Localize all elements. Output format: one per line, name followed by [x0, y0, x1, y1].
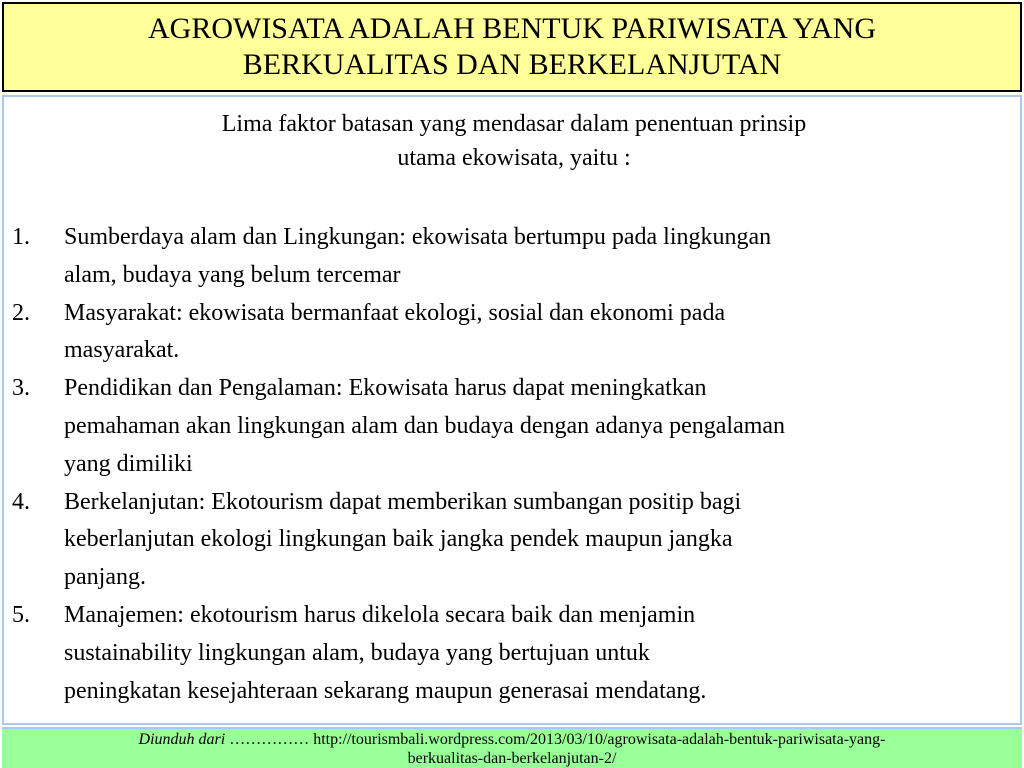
- factor-line: peningkatan kesejahteraan sekarang maupun generasai mendatang.: [64, 677, 707, 704]
- slide-title: [2, 2, 1022, 92]
- factor-number: 2.: [12, 299, 30, 326]
- factor-item-sumberdaya: [12, 219, 1022, 295]
- factor-item-manajemen: [12, 597, 1022, 710]
- factor-line: Manajemen: ekotourism harus dikelola secara baik dan menjamin: [64, 601, 696, 628]
- factor-number: 3.: [12, 375, 30, 402]
- factor-line: Berkelanjutan: Ekotourism dapat memberikan sumbangan positip bagi: [64, 488, 742, 515]
- factor-line: panjang.: [64, 564, 146, 591]
- factor-number: 1.: [12, 224, 30, 250]
- slide-title-line-1: AGROWISATA ADALAH BENTUK PARIWISATA YANG: [148, 12, 876, 45]
- factor-line: Sumberdaya alam dan Lingkungan: ekowisata bertumpu pada lingkungan: [64, 224, 772, 250]
- factor-text: [64, 484, 1022, 597]
- factor-line: sustainability lingkungan alam, budaya yang bertujuan untuk: [64, 639, 650, 666]
- source-dots: ……………: [225, 731, 314, 748]
- factor-line: masyarakat.: [64, 337, 180, 364]
- factor-number: 5.: [12, 601, 30, 628]
- source-url-part-1[interactable]: http://tourismbali.wordpress.com/2013/03/10/agrowisata-adalah-bentuk-pariwisata-yang-: [313, 731, 886, 748]
- factor-item-pendidikan: [12, 370, 1022, 483]
- intro-text: [4, 107, 1024, 175]
- factor-line: Pendidikan dan Pengalaman: Ekowisata harus dapat meningkatkan: [64, 375, 707, 402]
- factor-list: [12, 219, 1022, 710]
- factor-text: [64, 597, 1022, 710]
- content-panel: [2, 95, 1022, 725]
- factor-line: alam, budaya yang belum tercemar: [64, 261, 401, 288]
- factor-text: [64, 219, 1022, 295]
- factor-text: [64, 370, 1022, 483]
- factor-line: pemahaman akan lingkungan alam dan budaya dengan adanya pengalaman: [64, 412, 786, 439]
- intro-line-2: utama ekowisata, yaitu :: [397, 145, 631, 171]
- factor-line: keberlanjutan ekologi lingkungan baik jangka pendek maupun jangka: [64, 526, 733, 553]
- source-footer: [2, 727, 1022, 768]
- factor-number: 4.: [12, 488, 30, 515]
- intro-line-1: Lima faktor batasan yang mendasar dalam penentuan prinsip: [221, 111, 807, 137]
- slide-title-line-2: BERKUALITAS DAN BERKELANJUTAN: [242, 48, 782, 81]
- source-footer-line-1: [2, 730, 1022, 749]
- source-label: Diunduh dari: [138, 731, 226, 748]
- factor-line: yang dimiliki: [64, 450, 193, 477]
- factor-item-berkelanjutan: [12, 484, 1022, 597]
- source-url-part-2[interactable]: berkualitas-dan-berkelanjutan-2/: [407, 750, 617, 767]
- factor-item-masyarakat: [12, 295, 1022, 371]
- factor-line: Masyarakat: ekowisata bermanfaat ekologi, sosial dan ekonomi pada: [64, 299, 726, 326]
- factor-text: [64, 295, 1022, 371]
